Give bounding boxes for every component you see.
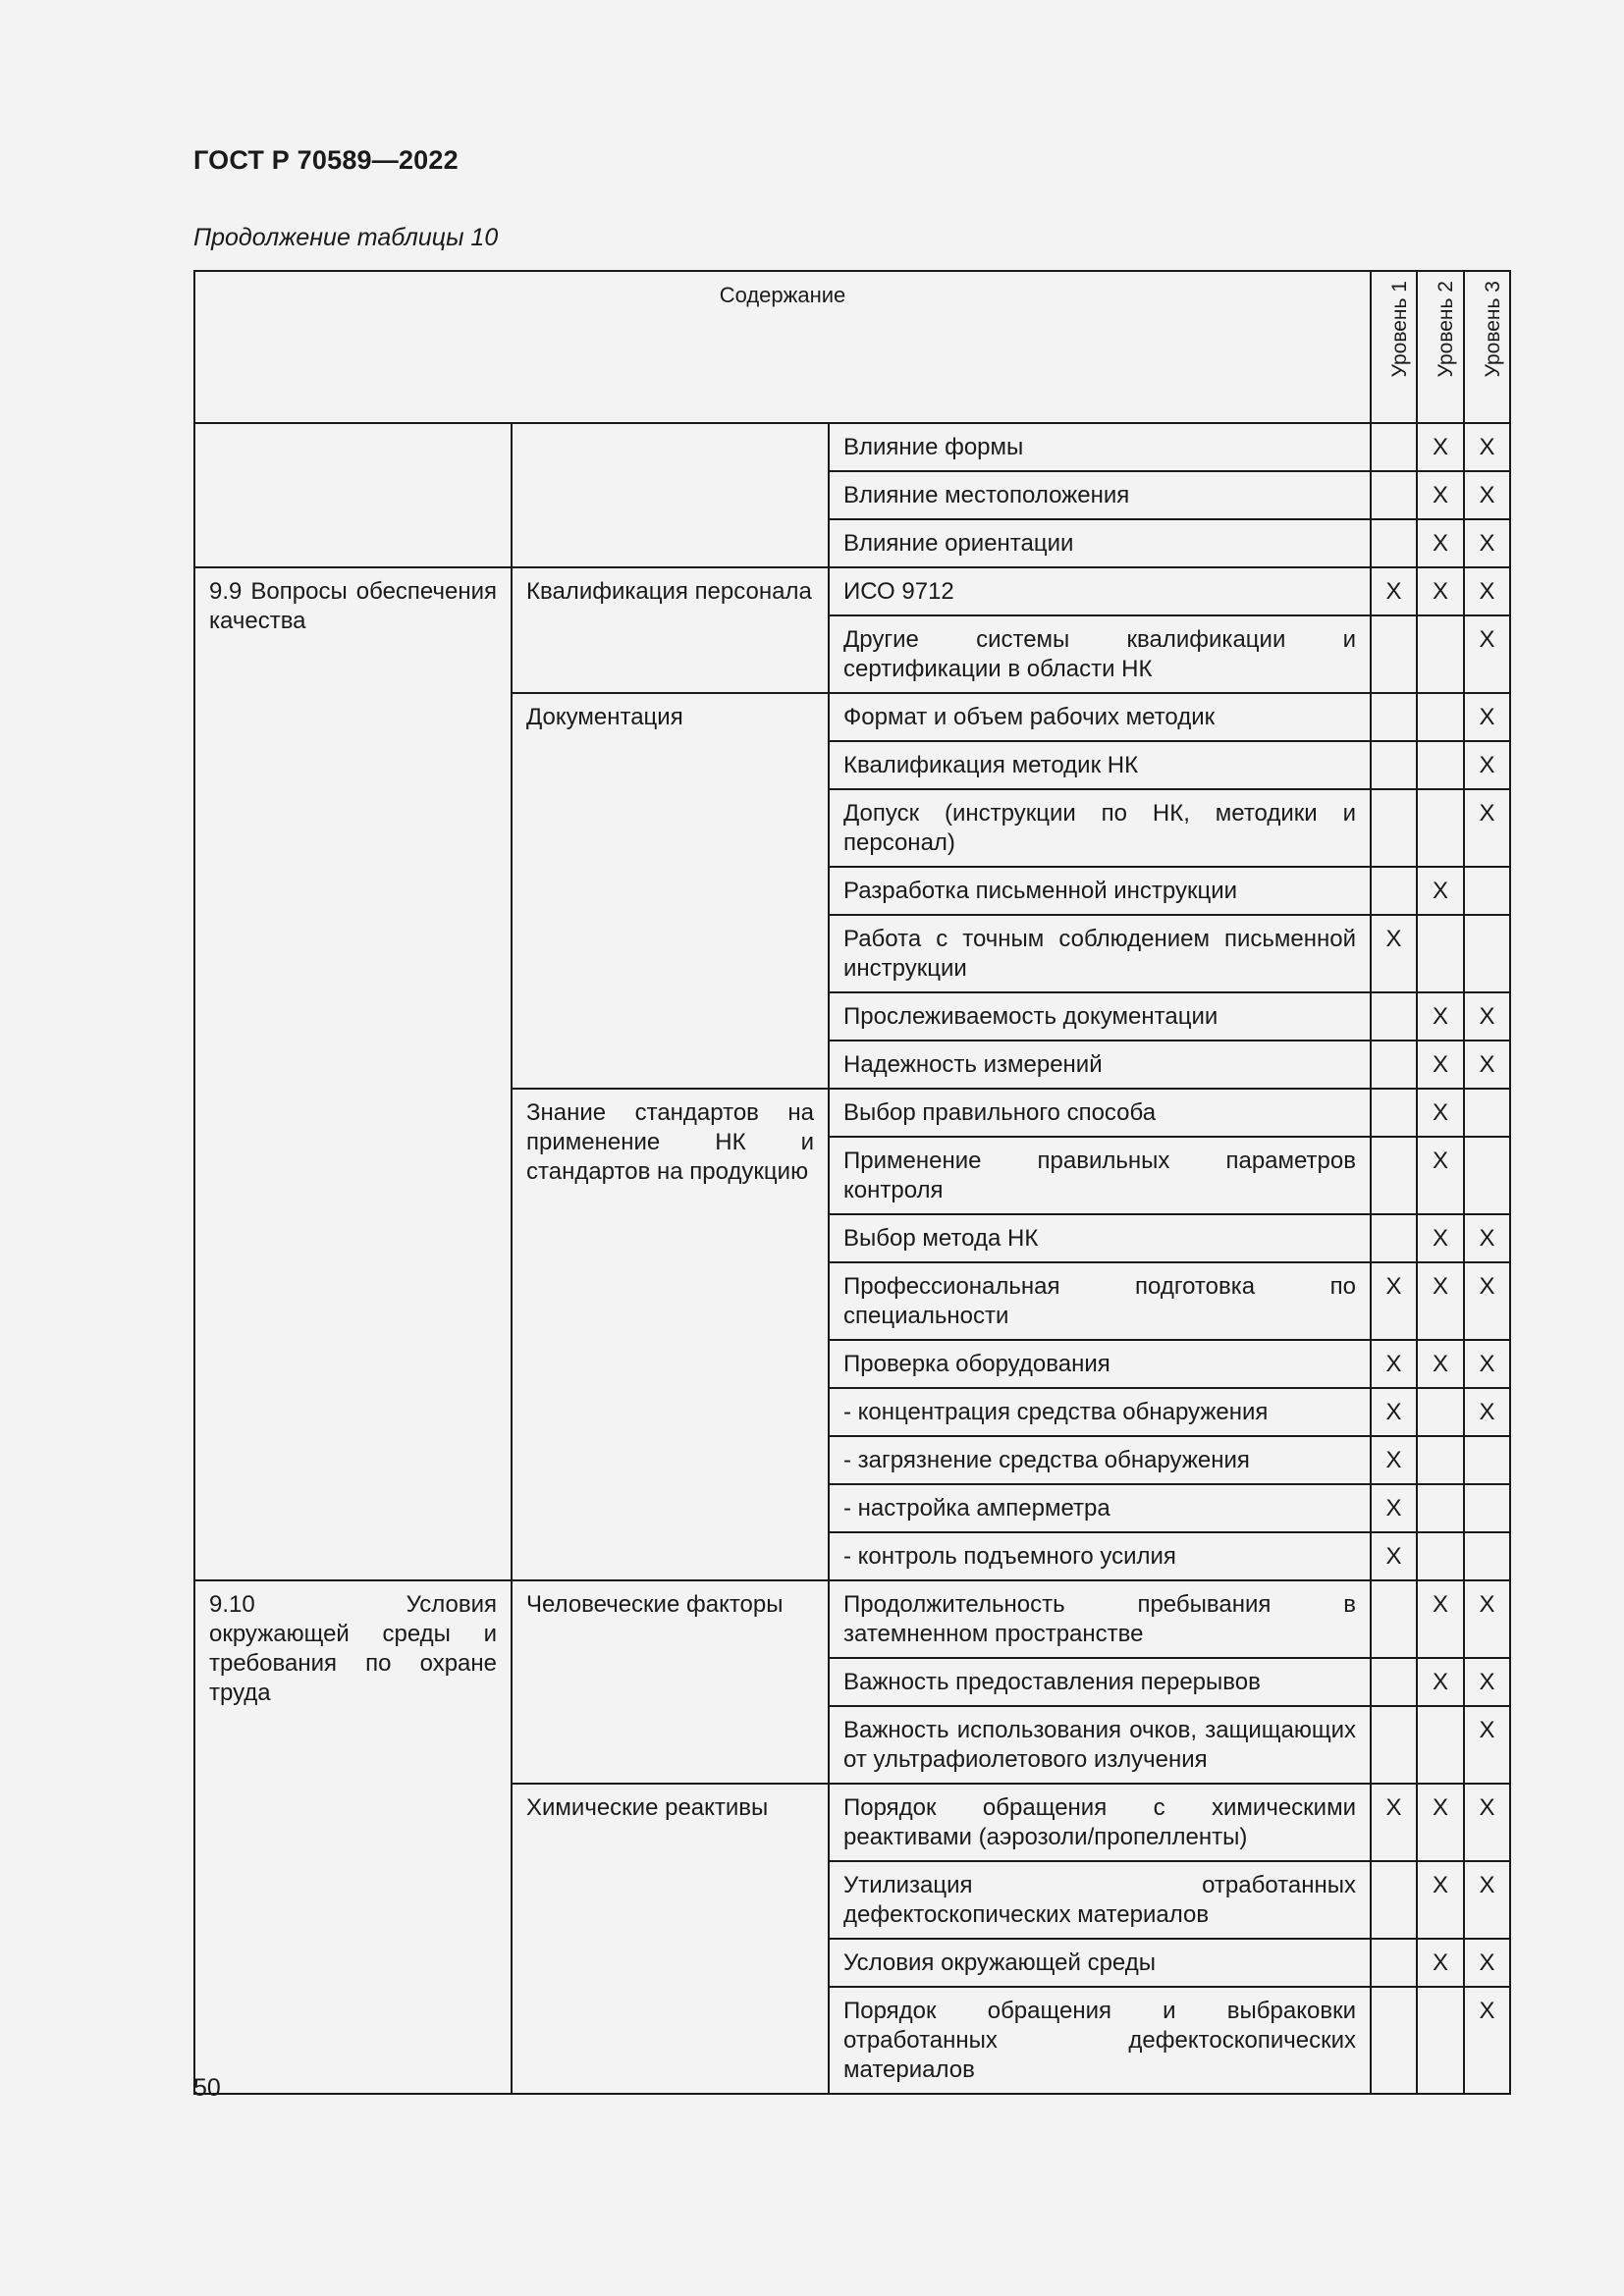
level-3-mark xyxy=(1464,1532,1510,1580)
level-1-mark xyxy=(1371,1214,1417,1262)
level-2-mark: X xyxy=(1417,1262,1464,1340)
level-3-mark: X xyxy=(1464,992,1510,1041)
subtopic-cell xyxy=(512,423,829,567)
item-cell: Продолжительность пребывания в затемненном пространстве xyxy=(829,1580,1371,1658)
level-1-mark xyxy=(1371,741,1417,789)
level-3-mark: X xyxy=(1464,519,1510,567)
document-code: ГОСТ Р 70589—2022 xyxy=(193,145,459,175)
level-1-mark: X xyxy=(1371,1484,1417,1532)
item-cell: Порядок обращения и выбраковки отработанных дефектоскопических материалов xyxy=(829,1987,1371,2094)
level-2-mark: X xyxy=(1417,1137,1464,1214)
level-2-mark: X xyxy=(1417,1658,1464,1706)
level-2-mark xyxy=(1417,1388,1464,1436)
level-3-mark: X xyxy=(1464,1658,1510,1706)
item-cell: Разработка письменной инструкции xyxy=(829,867,1371,915)
section-cell xyxy=(194,423,512,567)
level-1-mark: X xyxy=(1371,1532,1417,1580)
level-1-mark: X xyxy=(1371,1262,1417,1340)
section-cell: 9.10 Условия окружающей среды и требования по охране труда xyxy=(194,1580,512,2094)
level-2-mark: X xyxy=(1417,471,1464,519)
level-2-mark xyxy=(1417,1987,1464,2094)
item-cell: Важность использования очков, защищающих от ультрафиолетового излучения xyxy=(829,1706,1371,1784)
level-2-mark: X xyxy=(1417,423,1464,471)
item-cell: Применение правильных параметров контроля xyxy=(829,1137,1371,1214)
level-1-mark xyxy=(1371,519,1417,567)
level-1-mark xyxy=(1371,1137,1417,1214)
level-2-mark xyxy=(1417,789,1464,867)
level-3-mark: X xyxy=(1464,1340,1510,1388)
item-cell: Влияние формы xyxy=(829,423,1371,471)
subtopic-cell: Человеческие факторы xyxy=(512,1580,829,1784)
level-2-mark: X xyxy=(1417,1784,1464,1861)
level-2-mark: X xyxy=(1417,1939,1464,1987)
level-1-mark xyxy=(1371,1939,1417,1987)
level-2-mark xyxy=(1417,1436,1464,1484)
level-2-mark xyxy=(1417,741,1464,789)
level-1-mark xyxy=(1371,423,1417,471)
level-3-mark xyxy=(1464,915,1510,992)
level-2-mark: X xyxy=(1417,867,1464,915)
item-cell: - настройка амперметра xyxy=(829,1484,1371,1532)
level-2-mark: X xyxy=(1417,1089,1464,1137)
level-1-mark: X xyxy=(1371,567,1417,615)
level-1-mark xyxy=(1371,1706,1417,1784)
level-1-mark xyxy=(1371,1658,1417,1706)
level-3-mark: X xyxy=(1464,471,1510,519)
level-1-mark xyxy=(1371,471,1417,519)
level-3-mark xyxy=(1464,867,1510,915)
level-2-mark: X xyxy=(1417,1340,1464,1388)
level-1-mark xyxy=(1371,992,1417,1041)
item-cell: Влияние ориентации xyxy=(829,519,1371,567)
level-2-mark xyxy=(1417,1484,1464,1532)
level-2-mark xyxy=(1417,1532,1464,1580)
level-3-mark xyxy=(1464,1137,1510,1214)
level-1-mark xyxy=(1371,867,1417,915)
item-cell: Надежность измерений xyxy=(829,1041,1371,1089)
level-3-mark: X xyxy=(1464,1861,1510,1939)
item-cell: Работа с точным соблюдением письменной инструкции xyxy=(829,915,1371,992)
level-3-mark xyxy=(1464,1484,1510,1532)
level-3-mark: X xyxy=(1464,1706,1510,1784)
level-3-mark xyxy=(1464,1089,1510,1137)
level-3-mark: X xyxy=(1464,1784,1510,1861)
level-3-mark: X xyxy=(1464,1987,1510,2094)
item-cell: - концентрация средства обнаружения xyxy=(829,1388,1371,1436)
column-header-level-3: Уровень 3 xyxy=(1464,271,1510,423)
level-1-mark xyxy=(1371,1089,1417,1137)
level-2-mark: X xyxy=(1417,992,1464,1041)
level-3-mark: X xyxy=(1464,567,1510,615)
level-1-mark xyxy=(1371,789,1417,867)
item-cell: Важность предоставления перерывов xyxy=(829,1658,1371,1706)
level-3-mark: X xyxy=(1464,423,1510,471)
level-2-mark: X xyxy=(1417,1041,1464,1089)
level-2-mark xyxy=(1417,615,1464,693)
level-3-mark: X xyxy=(1464,693,1510,741)
level-1-mark xyxy=(1371,1987,1417,2094)
item-cell: Утилизация отработанных дефектоскопических материалов xyxy=(829,1861,1371,1939)
section-cell: 9.9 Вопросы обеспечения качества xyxy=(194,567,512,1580)
subtopic-cell: Документация xyxy=(512,693,829,1089)
item-cell: Влияние местоположения xyxy=(829,471,1371,519)
table-row xyxy=(194,423,1510,471)
level-1-mark: X xyxy=(1371,1784,1417,1861)
subtopic-cell: Химические реактивы xyxy=(512,1784,829,2094)
level-2-mark xyxy=(1417,693,1464,741)
item-cell: - контроль подъемного усилия xyxy=(829,1532,1371,1580)
level-1-mark xyxy=(1371,615,1417,693)
level-3-mark: X xyxy=(1464,1262,1510,1340)
level-1-mark: X xyxy=(1371,1340,1417,1388)
item-cell: Квалификация методик НК xyxy=(829,741,1371,789)
level-3-mark: X xyxy=(1464,1041,1510,1089)
level-3-mark: X xyxy=(1464,1580,1510,1658)
table-header-row xyxy=(194,271,1510,423)
level-2-mark: X xyxy=(1417,1580,1464,1658)
item-cell: Допуск (инструкции по НК, методики и персонал) xyxy=(829,789,1371,867)
table-row xyxy=(194,1580,1510,1658)
level-1-mark xyxy=(1371,1861,1417,1939)
table-caption: Продолжение таблицы 10 xyxy=(193,224,499,251)
page-number: 50 xyxy=(193,2074,221,2102)
column-header-level-2: Уровень 2 xyxy=(1417,271,1464,423)
level-3-mark: X xyxy=(1464,1939,1510,1987)
level-2-mark xyxy=(1417,1706,1464,1784)
subtopic-cell: Знание стандартов на применение НК и стандартов на продукцию xyxy=(512,1089,829,1580)
level-2-mark: X xyxy=(1417,519,1464,567)
item-cell: Выбор правильного способа xyxy=(829,1089,1371,1137)
level-2-mark xyxy=(1417,915,1464,992)
level-2-mark: X xyxy=(1417,1214,1464,1262)
item-cell: Профессиональная подготовка по специальности xyxy=(829,1262,1371,1340)
level-3-mark: X xyxy=(1464,615,1510,693)
subtopic-cell: Квалификация персонала xyxy=(512,567,829,693)
item-cell: Другие системы квалификации и сертификации в области НК xyxy=(829,615,1371,693)
item-cell: ИСО 9712 xyxy=(829,567,1371,615)
item-cell: Условия окружающей среды xyxy=(829,1939,1371,1987)
item-cell: Проверка оборудования xyxy=(829,1340,1371,1388)
column-header-content: Содержание xyxy=(194,271,1371,423)
level-2-mark: X xyxy=(1417,567,1464,615)
item-cell: Порядок обращения с химическими реактивами (аэрозоли/пропелленты) xyxy=(829,1784,1371,1861)
column-header-level-1: Уровень 1 xyxy=(1371,271,1417,423)
level-2-mark: X xyxy=(1417,1861,1464,1939)
level-1-mark xyxy=(1371,1041,1417,1089)
item-cell: Прослеживаемость документации xyxy=(829,992,1371,1041)
level-3-mark: X xyxy=(1464,1388,1510,1436)
item-cell: Формат и объем рабочих методик xyxy=(829,693,1371,741)
item-cell: - загрязнение средства обнаружения xyxy=(829,1436,1371,1484)
item-cell: Выбор метода НК xyxy=(829,1214,1371,1262)
level-3-mark: X xyxy=(1464,741,1510,789)
level-3-mark: X xyxy=(1464,1214,1510,1262)
level-1-mark xyxy=(1371,1580,1417,1658)
table-row xyxy=(194,567,1510,615)
level-3-mark: X xyxy=(1464,789,1510,867)
content-table xyxy=(193,270,1511,2095)
level-1-mark xyxy=(1371,693,1417,741)
level-3-mark xyxy=(1464,1436,1510,1484)
level-1-mark: X xyxy=(1371,1388,1417,1436)
level-1-mark: X xyxy=(1371,1436,1417,1484)
level-1-mark: X xyxy=(1371,915,1417,992)
